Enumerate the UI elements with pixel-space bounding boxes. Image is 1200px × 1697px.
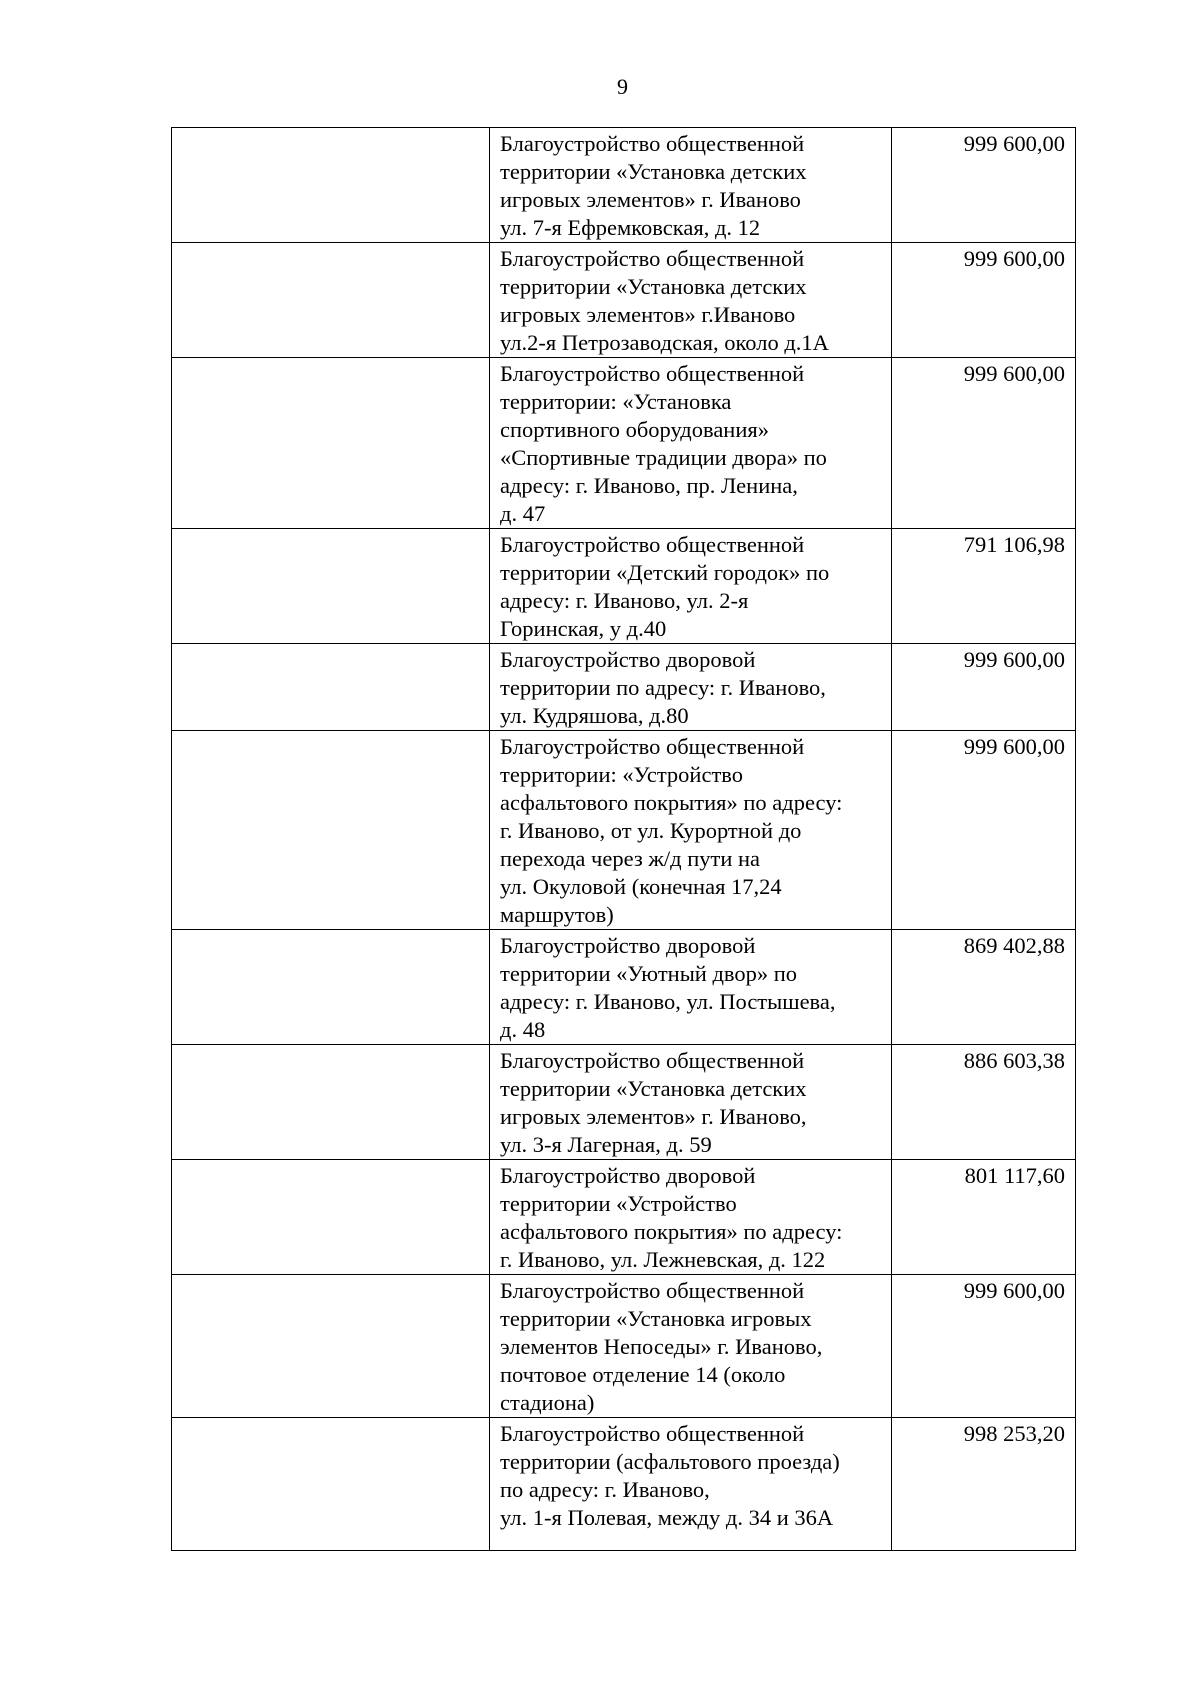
table-row [172,1160,1076,1275]
project-name-line: территории: «Установка [500,389,732,414]
project-name-line: территории «Детский городок» по [500,560,830,585]
project-name-line: д. 47 [500,501,546,526]
table-row [172,1045,1076,1160]
table-row [172,358,1076,529]
project-name-line: адресу: г. Иваново, ул. 2-я [500,588,749,613]
empty-cell [172,644,490,731]
empty-cell [172,529,490,644]
table-row [172,243,1076,358]
project-name-line: Благоустройство общественной [500,246,805,271]
amount-cell: 999 600,00 [892,644,1076,731]
project-name-line: адресу: г. Иваново, пр. Ленина, [500,473,798,498]
empty-cell [172,731,490,930]
project-name-line: д. 48 [500,1017,546,1042]
project-name-cell [490,1275,892,1418]
project-name-line: ул. 7-я Ефремковская, д. 12 [500,215,761,240]
project-name-cell [490,1160,892,1275]
project-name-line: ул. Окуловой (конечная 17,24 [500,874,782,899]
project-name-line: ул.2-я Петрозаводская, около д.1А [500,330,829,355]
project-name-line: территории «Установка игровых [500,1306,812,1331]
empty-cell [172,243,490,358]
project-name-cell [490,243,892,358]
table-row [172,128,1076,243]
project-name-cell [490,1418,892,1551]
amount-cell: 791 106,98 [892,529,1076,644]
project-name-line: адресу: г. Иваново, ул. Постышева, [500,989,836,1014]
project-name-line: стадиона) [500,1390,595,1415]
project-name-line: элементов Непоседы» г. Иваново, [500,1334,823,1359]
amount-cell: 801 117,60 [892,1160,1076,1275]
amount-cell: 999 600,00 [892,128,1076,243]
project-name-line: территории «Установка детских [500,1076,807,1101]
amount-cell: 999 600,00 [892,243,1076,358]
project-name-cell [490,358,892,529]
project-name-cell [490,1045,892,1160]
project-name-line: спортивного оборудования» [500,417,769,442]
project-name-line: игровых элементов» г. Иваново, [500,1104,807,1129]
project-name-cell [490,731,892,930]
project-name-line: по адресу: г. Иваново, [500,1477,710,1502]
project-name-line: ул. 3-я Лагерная, д. 59 [500,1132,712,1157]
empty-cell [172,358,490,529]
empty-cell [172,1275,490,1418]
amount-cell: 886 603,38 [892,1045,1076,1160]
project-name-line: Благоустройство общественной [500,1421,805,1446]
project-name-line: территории «Установка детских [500,159,807,184]
project-name-line: Благоустройство общественной [500,1278,805,1303]
empty-cell [172,1045,490,1160]
project-name-cell [490,644,892,731]
amount-cell: 998 253,20 [892,1418,1076,1551]
project-name-cell [490,930,892,1045]
project-name-line: территории «Установка детских [500,274,807,299]
project-name-line: маршрутов) [500,902,614,927]
project-name-line: Благоустройство общественной [500,532,805,557]
project-name-line: Благоустройство общественной [500,1048,805,1073]
project-name-line: почтовое отделение 14 (около [500,1362,786,1387]
project-name-line: асфальтового покрытия» по адресу: [500,1219,843,1244]
project-name-line: игровых элементов» г.Иваново [500,302,796,327]
empty-cell [172,930,490,1045]
project-name-line: Благоустройство дворовой [500,933,756,958]
project-name-line: территории (асфальтового проезда) [500,1449,840,1474]
project-name-line: территории: «Устройство [500,762,744,787]
table-row [172,1418,1076,1551]
amount-cell: 999 600,00 [892,731,1076,930]
table-row [172,644,1076,731]
project-name-cell [490,128,892,243]
amount-cell: 999 600,00 [892,358,1076,529]
project-name-line: г. Иваново, от ул. Курортной до [500,818,802,843]
empty-cell [172,1160,490,1275]
project-name-line: Благоустройство дворовой [500,647,756,672]
project-name-line: Горинская, у д.40 [500,616,667,641]
project-name-line: территории по адресу: г. Иваново, [500,675,826,700]
table-row [172,529,1076,644]
table-row [172,731,1076,930]
project-name-cell [490,529,892,644]
project-name-line: Благоустройство общественной [500,131,805,156]
project-name-line: перехода через ж/д пути на [500,846,761,871]
project-name-line: асфальтового покрытия» по адресу: [500,790,843,815]
table-row [172,930,1076,1045]
project-name-line: территории «Уютный двор» по [500,961,798,986]
table-body [172,128,1076,1551]
project-name-line: «Спортивные традиции двора» по [500,445,827,470]
project-name-line: г. Иваново, ул. Лежневская, д. 122 [500,1247,826,1272]
project-name-line: Благоустройство общественной [500,361,805,386]
project-name-line: Благоустройство общественной [500,734,805,759]
amount-cell: 869 402,88 [892,930,1076,1045]
project-name-line: ул. 1-я Полевая, между д. 34 и 36А [500,1505,834,1530]
projects-table [171,127,1076,1551]
project-name-line: игровых элементов» г. Иваново [500,187,801,212]
empty-cell [172,128,490,243]
project-name-line: Благоустройство дворовой [500,1163,756,1188]
project-name-line: ул. Кудряшова, д.80 [500,703,689,728]
project-name-line: территории «Устройство [500,1191,737,1216]
page-number: 9 [617,74,628,99]
table-row [172,1275,1076,1418]
amount-cell: 999 600,00 [892,1275,1076,1418]
empty-cell [172,1418,490,1551]
